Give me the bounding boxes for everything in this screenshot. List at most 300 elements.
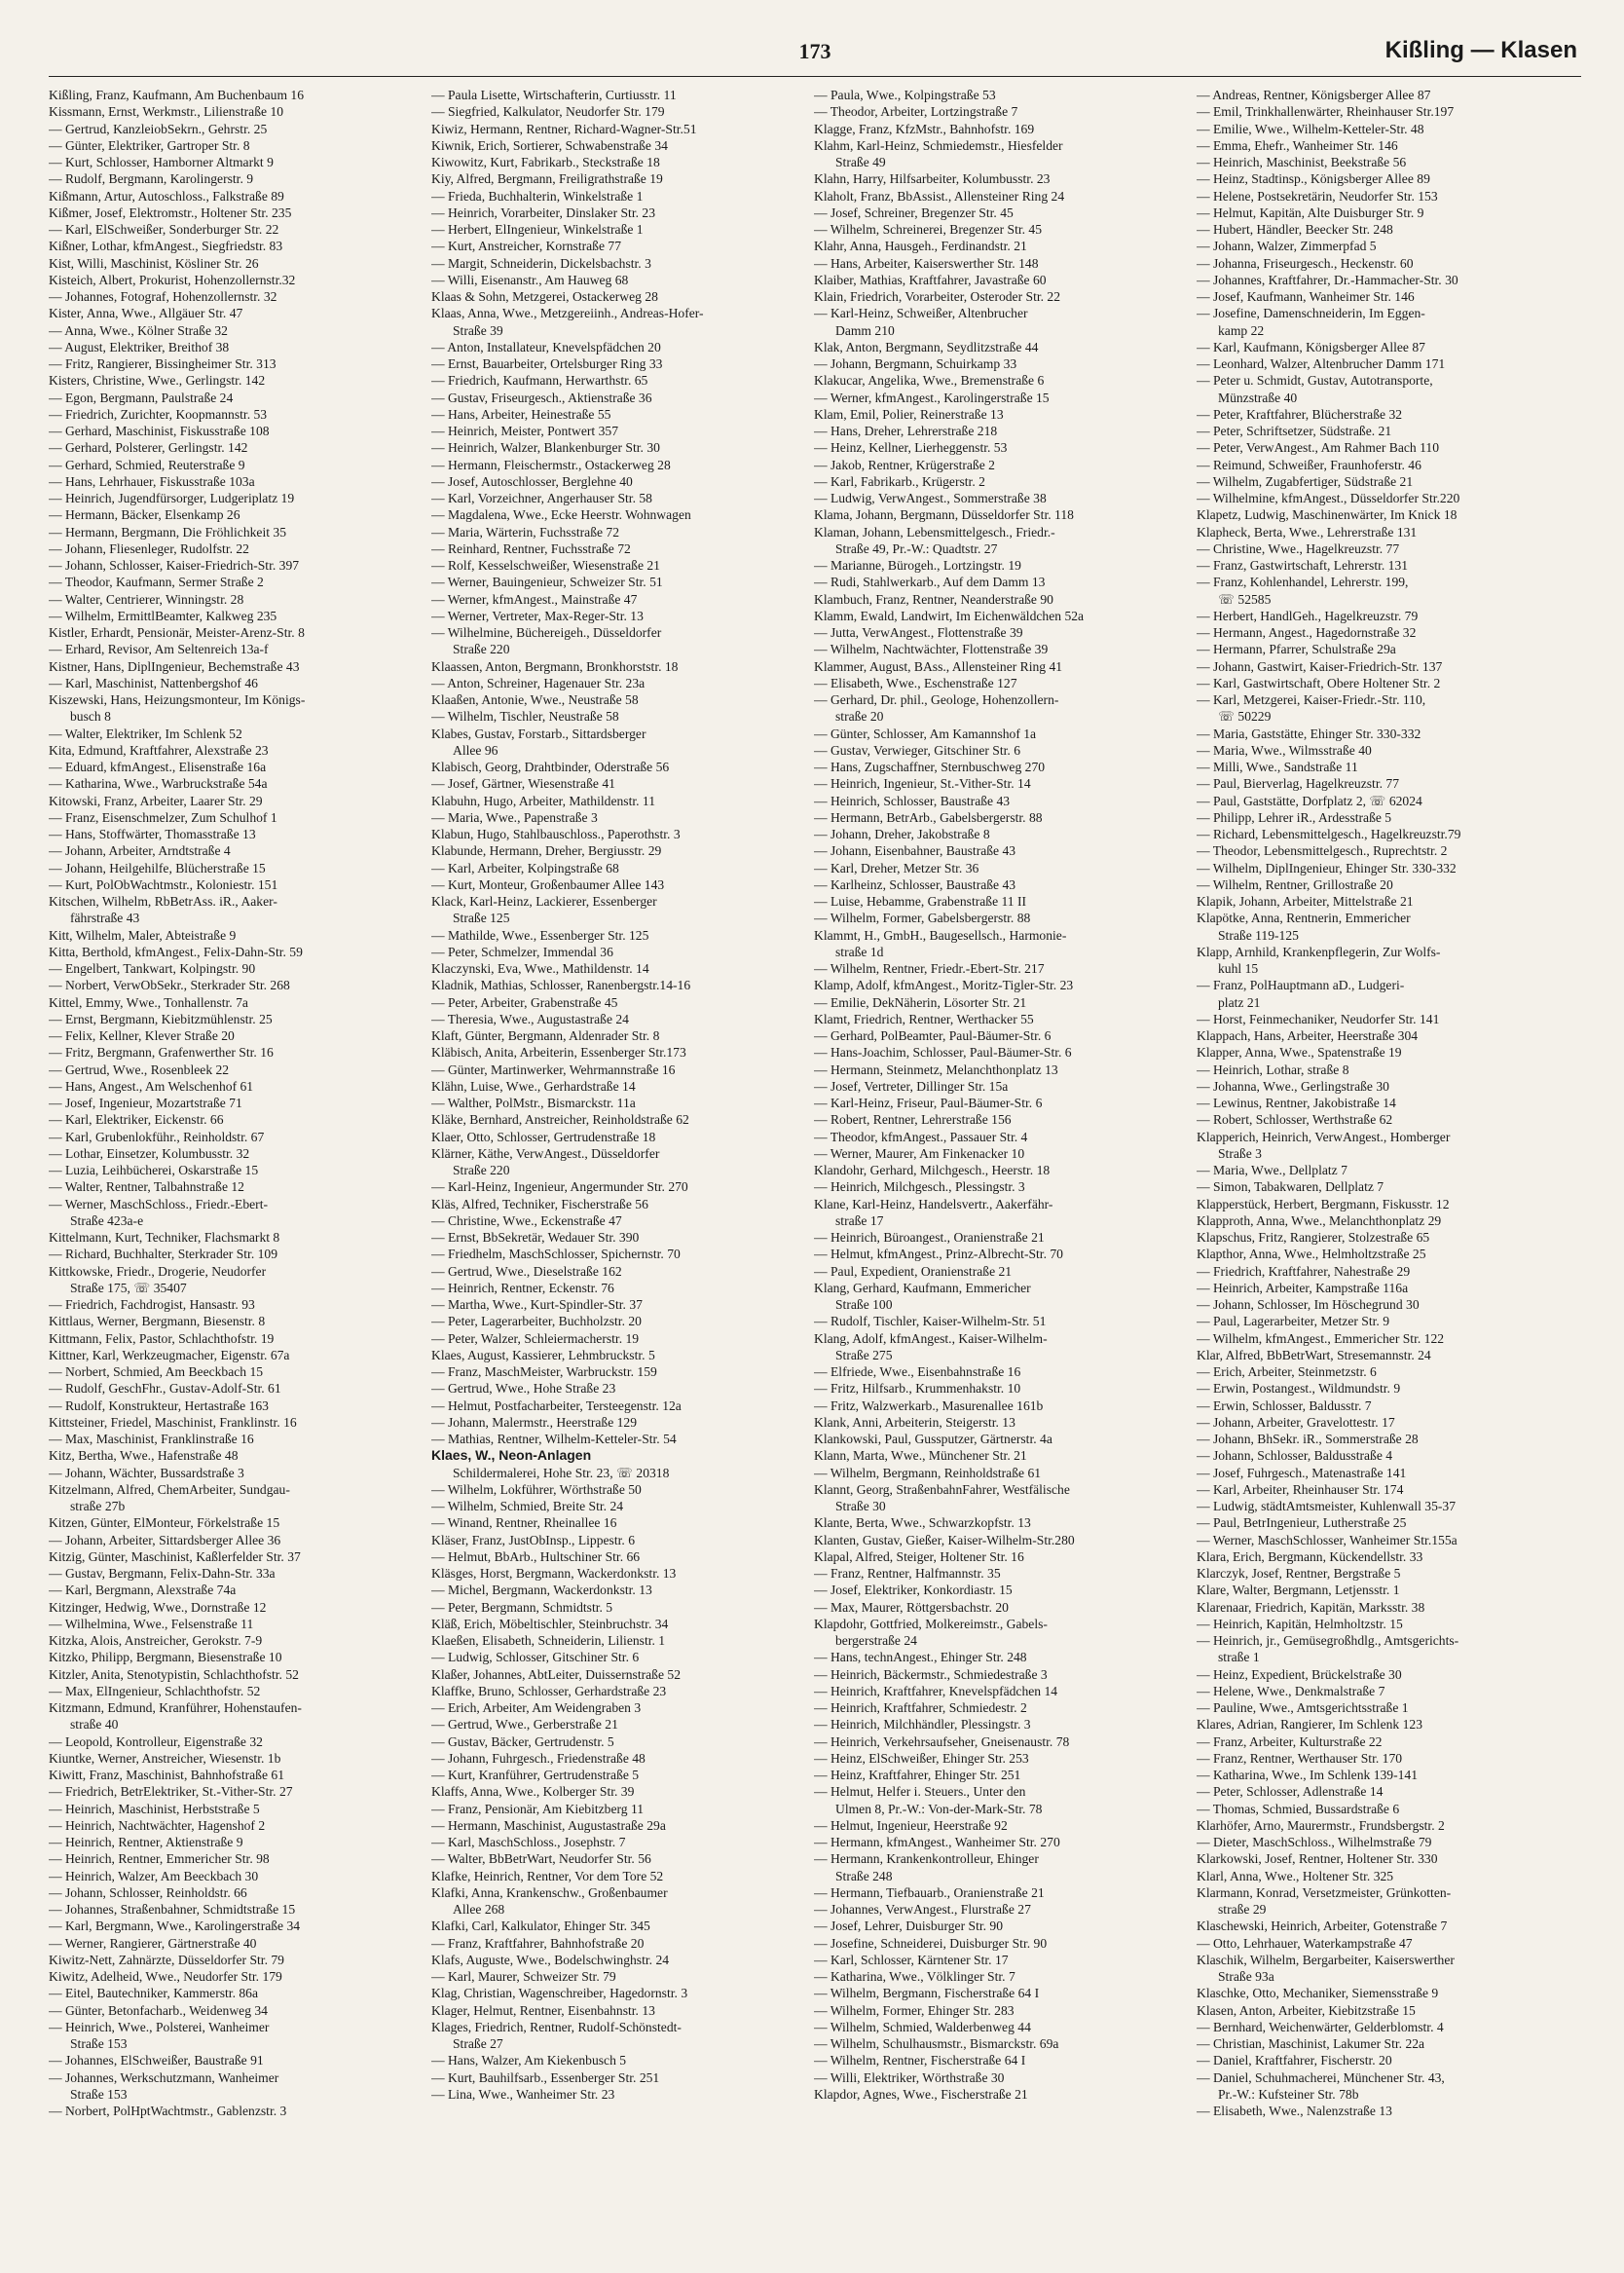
directory-entry: — Hans-Joachim, Schlosser, Paul-Bäumer-Str. 6 [814, 1045, 1072, 1061]
directory-entry: Klapal, Alfred, Steiger, Holtener Str. 16 [814, 1548, 1024, 1564]
directory-entry: — Daniel, Schuhmacherei, Münchener Str. 43, [1197, 2069, 1445, 2085]
directory-entry: Klapetz, Ludwig, Maschinenwärter, Im Knick 18 [1197, 507, 1458, 523]
directory-entry: Münzstraße 40 [1218, 390, 1298, 405]
directory-entry: Klammer, August, BAss., Allensteiner Ring 41 [814, 658, 1063, 674]
directory-entry: — Josef, Vertreter, Dillinger Str. 15a [814, 1078, 1009, 1094]
column-1 [49, 87, 431, 2119]
directory-entry: Klapproth, Anna, Wwe., Melanchthonplatz 29 [1197, 1212, 1442, 1228]
directory-entry: — Wilhelm, Tischler, Neustraße 58 [431, 709, 619, 725]
directory-entry: Klammt, H., GmbH., Baugesellsch., Harmonie- [814, 927, 1067, 943]
directory-entry: straße 1 [1218, 1650, 1260, 1665]
directory-entry: — Maria, Wwe., Dellplatz 7 [1197, 1163, 1347, 1177]
directory-entry: — Winand, Rentner, Rheinallee 16 [431, 1515, 617, 1531]
directory-entry: Klahr, Anna, Hausgeh., Ferdinandstr. 21 [814, 239, 1027, 254]
directory-entry: Kisteich, Albert, Prokurist, Hohenzollernstr.32 [49, 272, 296, 287]
directory-entry: — Josef, Fuhrgesch., Matenastraße 141 [1197, 1465, 1407, 1480]
directory-entry: — Paul, Gaststätte, Dorfplatz 2, ☏ 62024 [1197, 793, 1422, 808]
directory-entry: — Emil, Trinkhallenwärter, Rheinhauser Str.197 [1197, 104, 1455, 120]
directory-entry: — Mathilde, Wwe., Essenberger Str. 125 [431, 927, 649, 943]
directory-entry: Klages, Friedrich, Rentner, Rudolf-Schönstedt- [431, 2019, 682, 2034]
directory-entry: Klank, Anni, Arbeiterin, Steigerstr. 13 [814, 1414, 1015, 1430]
directory-entry: — Fritz, Walzwerkarb., Masurenallee 161b [814, 1397, 1044, 1413]
directory-entry: Klambuch, Franz, Rentner, Neanderstraße 90 [814, 591, 1053, 607]
directory-entry: — Walter, Rentner, Talbahnstraße 12 [49, 1179, 244, 1195]
directory-entry: Klaman, Johann, Lebensmittelgesch., Friedr.- [814, 524, 1055, 540]
directory-entry: — Karl, Kaufmann, Königsberger Allee 87 [1197, 339, 1425, 354]
directory-entry: — Karl, Gastwirtschaft, Obere Holtener Str. 2 [1197, 675, 1441, 690]
directory-entry: — Rudi, Stahlwerkarb., Auf dem Damm 13 [814, 575, 1046, 590]
directory-entry: Klaffke, Bruno, Schlosser, Gerhardstraße 23 [431, 1683, 667, 1698]
directory-entry: Klabunde, Hermann, Dreher, Bergiusstr. 29 [431, 843, 662, 859]
directory-entry: — Kurt, Monteur, Großenbaumer Allee 143 [431, 876, 665, 892]
directory-entry: — Andreas, Rentner, Königsberger Allee 87 [1197, 88, 1431, 102]
directory-entry: — Hermann, Angest., Hagedornstraße 32 [1197, 625, 1417, 640]
directory-entry: — Norbert, PolHptWachtmstr., Gablenzstr. 3 [49, 2104, 287, 2118]
directory-entry: — Max, Maurer, Röttgersbachstr. 20 [814, 1599, 1009, 1615]
directory-entry: — Walter, Elektriker, Im Schlenk 52 [49, 726, 242, 741]
directory-entry: Klane, Karl-Heinz, Handelsvertr., Aakerfähr- [814, 1196, 1053, 1211]
directory-entry: Klag, Christian, Wagenschreiber, Hagedornstr. 3 [431, 1986, 688, 2001]
directory-entry: — Peter, Schmelzer, Immendal 36 [431, 944, 613, 959]
directory-entry: Klahm, Karl-Heinz, Schmiedemstr., Hiesfelder [814, 137, 1063, 153]
directory-entry: — Hermann, Fleischermstr., Ostackerweg 28 [431, 457, 671, 472]
directory-entry: Klaes, W., Neon-Anlagen [431, 1447, 592, 1464]
directory-entry: Kiwitz-Nett, Zahnärzte, Düsseldorfer Str. 79 [49, 1952, 284, 1967]
directory-entry: — Johann, Schlosser, Im Höschegrund 30 [1197, 1297, 1420, 1312]
directory-entry: Kistner, Hans, DiplIngenieur, Bechemstraße 43 [49, 658, 300, 674]
directory-entry: ☏ 52585 [1218, 591, 1272, 607]
directory-entry: — Wilhelmine, kfmAngest., Düsseldorfer Str.220 [1197, 491, 1460, 505]
directory-entry: — Maria, Gaststätte, Ehinger Str. 330-332 [1197, 726, 1421, 741]
directory-entry: Kißner, Lothar, kfmAngest., Siegfriedstr. 83 [49, 239, 283, 254]
directory-entry: — Heinrich, Kraftfahrer, Knevelspfädchen 14 [814, 1683, 1058, 1698]
page-header [49, 33, 1581, 77]
directory-entry: — Peter, Arbeiter, Grabenstraße 45 [431, 994, 618, 1010]
directory-entry: — Hermann, Krankenkontrolleur, Ehinger [814, 1851, 1039, 1867]
directory-entry: Straße 423a-e [70, 1212, 144, 1228]
directory-entry: Klang, Gerhard, Kaufmann, Emmericher [814, 1280, 1031, 1295]
directory-entry: — Norbert, VerwObSekr., Sterkrader Str. 268 [49, 978, 290, 993]
directory-entry: — Johann, Schlosser, Baldusstraße 4 [1197, 1448, 1393, 1464]
directory-entry: Straße 125 [453, 911, 510, 926]
directory-entry: — Peter, Lagerarbeiter, Buchholzstr. 20 [431, 1314, 642, 1329]
directory-entry: Klappach, Hans, Arbeiter, Heerstraße 304 [1197, 1028, 1419, 1043]
directory-entry: Straße 39 [453, 322, 503, 338]
directory-entry: — Marianne, Bürogeh., Lortzingstr. 19 [814, 558, 1021, 573]
directory-entry: — Anton, Installateur, Knevelspfädchen 20 [431, 339, 661, 354]
directory-entry: — Emilie, DekNäherin, Lösorter Str. 21 [814, 994, 1027, 1010]
directory-entry: — Johann, Wächter, Bussardstraße 3 [49, 1465, 244, 1480]
directory-entry: — Erich, Arbeiter, Am Weidengraben 3 [431, 1700, 642, 1715]
directory-entry: — Otto, Lehrhauer, Waterkampstraße 47 [1197, 1935, 1413, 1951]
directory-entry: Klafki, Anna, Krankenschw., Großenbaumer [431, 1884, 668, 1900]
directory-entry: — Johann, Fuhrgesch., Friedenstraße 48 [431, 1750, 646, 1766]
directory-entry: — Jutta, VerwAngest., Flottenstraße 39 [814, 625, 1023, 640]
directory-entry: Klaschke, Otto, Mechaniker, Siemensstraße 9 [1197, 1986, 1439, 2001]
directory-entry: — Johann, Malermstr., Heerstraße 129 [431, 1414, 638, 1430]
directory-entry: — Karl-Heinz, Schweißer, Altenbrucher [814, 306, 1028, 321]
directory-entry: — Karl, Elektriker, Eickenstr. 66 [49, 1112, 224, 1128]
directory-entry: Klaholt, Franz, BbAssist., Allensteiner Ring 24 [814, 188, 1065, 204]
running-head: Kißling — Klasen [1384, 37, 1577, 63]
directory-entry: — Helmut, Ingenieur, Heerstraße 92 [814, 1817, 1008, 1833]
directory-entry: — Franz, PolHauptmann aD., Ludgeri- [1197, 978, 1405, 993]
directory-entry: Klang, Adolf, kfmAngest., Kaiser-Wilhelm- [814, 1330, 1048, 1346]
directory-entry: Kita, Edmund, Kraftfahrer, Alexstraße 23 [49, 742, 269, 758]
directory-entry: — Elisabeth, Wwe., Nalenzstraße 13 [1197, 2104, 1392, 2118]
directory-entry: — Ludwig, VerwAngest., Sommerstraße 38 [814, 491, 1047, 505]
directory-entry: — Hermann, Bergmann, Die Fröhlichkeit 35 [49, 524, 287, 540]
directory-entry: — Gerhard, Schmied, Reuterstraße 9 [49, 457, 245, 472]
directory-entry: — Josefine, Damenschneiderin, Im Eggen- [1197, 306, 1425, 321]
directory-entry: — Hermann, Steinmetz, Melanchthonplatz 13 [814, 1062, 1058, 1077]
directory-entry: — Heinrich, Rentner, Eckenstr. 76 [431, 1280, 614, 1295]
directory-entry: Allee 268 [453, 1902, 505, 1917]
directory-entry: — Hubert, Händler, Beecker Str. 248 [1197, 222, 1393, 237]
directory-entry: Kitz, Bertha, Wwe., Hafenstraße 48 [49, 1448, 239, 1464]
directory-entry: Straße 100 [835, 1297, 893, 1312]
directory-entry: — Wilhelm, Former, Gabelsbergerstr. 88 [814, 911, 1031, 926]
directory-entry: — Peter, VerwAngest., Am Rahmer Bach 110 [1197, 440, 1440, 456]
directory-entry: — Gerhard, Dr. phil., Geologe, Hohenzollern- [814, 692, 1059, 707]
directory-entry: Klama, Johann, Bergmann, Düsseldorfer Str. 118 [814, 507, 1074, 523]
directory-entry: — Wilhelm, Bergmann, Fischerstraße 64 I [814, 1986, 1040, 2001]
directory-entry: kuhl 15 [1218, 961, 1259, 976]
directory-entry: — Richard, Buchhalter, Sterkrader Str. 109 [49, 1247, 278, 1262]
directory-entry: — Rudolf, Tischler, Kaiser-Wilhelm-Str. 51 [814, 1314, 1047, 1329]
directory-entry: — Gertrud, Wwe., Rosenbleek 22 [49, 1062, 230, 1077]
directory-entry: Straße 30 [835, 1499, 886, 1513]
directory-entry: Klafke, Heinrich, Rentner, Vor dem Tore 52 [431, 1868, 664, 1883]
directory-entry: Klaer, Otto, Schlosser, Gertrudenstraße 18 [431, 1129, 656, 1144]
directory-entry: Kitschen, Wilhelm, RbBetrAss. iR., Aaker- [49, 894, 277, 909]
directory-entry: — Gerhard, PolBeamter, Paul-Bäumer-Str. 6 [814, 1028, 1052, 1043]
directory-entry: Kiy, Alfred, Bergmann, Freiligrathstraße 19 [431, 171, 663, 187]
directory-entry: Klar, Alfred, BbBetrWart, Stresemannstr. 24 [1197, 1347, 1431, 1362]
directory-entry: — Hans, Arbeiter, Heinestraße 55 [431, 406, 611, 422]
directory-entry: — Josef, Ingenieur, Mozartstraße 71 [49, 1096, 242, 1110]
directory-entry: — Gustav, Verwieger, Gitschiner Str. 6 [814, 742, 1021, 758]
directory-entry: Kittmann, Felix, Pastor, Schlachthofstr. 19 [49, 1330, 275, 1346]
directory-entry: Kläs, Alfred, Techniker, Fischerstraße 56 [431, 1196, 648, 1211]
directory-entry: Klares, Adrian, Rangierer, Im Schlenk 123 [1197, 1717, 1422, 1733]
directory-entry: — Friedhelm, MaschSchlosser, Spichernstr. 70 [431, 1247, 681, 1262]
directory-entry: — Peter, Kraftfahrer, Blücherstraße 32 [1197, 406, 1403, 422]
directory-entry: — Walter, Centrierer, Winningstr. 28 [49, 591, 244, 607]
directory-entry: Straße 153 [70, 2036, 128, 2051]
directory-entry: — Franz, Gastwirtschaft, Lehrerstr. 131 [1197, 558, 1409, 573]
directory-entry: Straße 248 [835, 1868, 893, 1883]
directory-entry: — Heinrich, Rentner, Emmericher Str. 98 [49, 1851, 270, 1867]
directory-entry: Kist, Willi, Maschinist, Kösliner Str. 26 [49, 255, 259, 271]
directory-entry: — Richard, Lebensmittelgesch., Hagelkreuzstr.79 [1197, 827, 1461, 841]
directory-entry: — Christine, Wwe., Hagelkreuzstr. 77 [1197, 540, 1400, 556]
directory-entry: — Hermann, Bäcker, Elsenkamp 26 [49, 507, 240, 523]
directory-entry: — Heinrich, Verkehrsaufseher, Gneisenaustr. 78 [814, 1733, 1070, 1749]
directory-entry: — Heinrich, Kraftfahrer, Schmiedestr. 2 [814, 1700, 1027, 1715]
directory-entry: — Robert, Schlosser, Werthstraße 62 [1197, 1112, 1393, 1128]
directory-entry: Straße 119-125 [1218, 927, 1299, 943]
directory-columns [49, 87, 1581, 2119]
directory-entry: — Wilhelm, Rentner, Friedr.-Ebert-Str. 217 [814, 961, 1045, 976]
directory-entry: Klapperich, Heinrich, VerwAngest., Homberger [1197, 1129, 1451, 1144]
directory-entry: — Robert, Rentner, Lehrerstraße 156 [814, 1112, 1012, 1128]
page-number: 173 [798, 39, 831, 63]
directory-entry: Klaiber, Mathias, Kraftfahrer, Javastraße 60 [814, 272, 1047, 287]
directory-entry: — Josef, Schreiner, Bregenzer Str. 45 [814, 205, 1014, 220]
directory-entry: Klak, Anton, Bergmann, Seydlitzstraße 44 [814, 339, 1039, 354]
directory-entry: Klam, Emil, Polier, Reinerstraße 13 [814, 406, 1004, 422]
directory-entry: — Luise, Hebamme, Grabenstraße 11 II [814, 894, 1027, 909]
directory-entry: — Wilhelm, Schreinerei, Bregenzer Str. 45 [814, 222, 1043, 237]
directory-entry: Straße 175, ☏ 35407 [70, 1280, 187, 1295]
directory-entry: Kittelmann, Kurt, Techniker, Flachsmarkt 8 [49, 1230, 280, 1245]
directory-entry: Kister, Anna, Wwe., Allgäuer Str. 47 [49, 306, 243, 321]
directory-entry: Straße 153 [70, 2086, 128, 2102]
directory-entry: — Werner, Vertreter, Max-Reger-Str. 13 [431, 608, 644, 623]
directory-entry: — Heinz, Expedient, Brückelstraße 30 [1197, 1666, 1402, 1682]
directory-entry: — Josef, Gärtner, Wiesenstraße 41 [431, 776, 615, 792]
directory-entry: — Paula, Wwe., Kolpingstraße 53 [814, 88, 996, 102]
directory-entry: straße 1d [835, 944, 884, 959]
directory-entry: — Josef, Kaufmann, Wanheimer Str. 146 [1197, 289, 1415, 304]
directory-entry: — Reimund, Schweißer, Fraunhoferstr. 46 [1197, 457, 1421, 472]
directory-entry: Kißmann, Artur, Autoschloss., Falkstraße 89 [49, 188, 284, 204]
directory-entry: — Heinrich, jr., Gemüsegroßhdlg., Amtsgerichts- [1197, 1633, 1459, 1648]
directory-entry: — Theresia, Wwe., Augustastraße 24 [431, 1011, 629, 1026]
directory-entry: — Heinrich, Lothar, straße 8 [1197, 1062, 1349, 1077]
directory-entry: Kiwitz, Adelheid, Wwe., Neudorfer Str. 179 [49, 1969, 282, 1984]
directory-entry: — Paul, Lagerarbeiter, Metzer Str. 9 [1197, 1314, 1390, 1329]
directory-entry: Klähn, Luise, Wwe., Gerhardstraße 14 [431, 1078, 636, 1094]
directory-entry: — Helmut, BbArb., Hultschiner Str. 66 [431, 1548, 641, 1564]
directory-entry: — Margit, Schneiderin, Dickelsbachstr. 3 [431, 255, 651, 271]
directory-entry: — Kurt, Bauhilfsarb., Essenberger Str. 251 [431, 2069, 660, 2085]
directory-entry: — Maria, Wwe., Papenstraße 3 [431, 809, 598, 825]
directory-entry: Klaschik, Wilhelm, Bergarbeiter, Kaiserswerther [1197, 1952, 1455, 1967]
directory-entry: — Heinrich, Nachtwächter, Hagenshof 2 [49, 1817, 266, 1833]
directory-entry: — Johann, Schlosser, Reinholdstr. 66 [49, 1884, 247, 1900]
directory-entry: — Gustav, Bergmann, Felix-Dahn-Str. 33a [49, 1566, 276, 1581]
directory-entry: — Franz, Eisenschmelzer, Zum Schulhof 1 [49, 809, 277, 825]
directory-entry: Klapthor, Anna, Wwe., Helmholtzstraße 25 [1197, 1247, 1426, 1262]
directory-entry: Kläsges, Horst, Bergmann, Wackerdonkstr. 13 [431, 1566, 677, 1581]
directory-entry: — Max, ElIngenieur, Schlachthofstr. 52 [49, 1683, 261, 1698]
column-3 [814, 87, 1197, 2119]
directory-entry: — Helene, Postsekretärin, Neudorfer Str. 153 [1197, 188, 1438, 204]
directory-entry: — Leopold, Kontrolleur, Eigenstraße 32 [49, 1733, 263, 1749]
directory-entry: — Josefine, Schneiderei, Duisburger Str. 90 [814, 1935, 1048, 1951]
directory-entry: — Eduard, kfmAngest., Elisenstraße 16a [49, 760, 267, 774]
directory-entry: Kiwitt, Franz, Maschinist, Bahnhofstraße 61 [49, 1768, 285, 1782]
directory-entry: — Max, Maschinist, Franklinstraße 16 [49, 1432, 254, 1446]
directory-entry: — Martha, Wwe., Kurt-Spindler-Str. 37 [431, 1297, 643, 1312]
directory-entry: — Peter u. Schmidt, Gustav, Autotransporte, [1197, 373, 1433, 389]
directory-entry: — Erich, Arbeiter, Steinmetzstr. 6 [1197, 1364, 1377, 1379]
directory-entry: — Johanna, Wwe., Gerlingstraße 30 [1197, 1078, 1389, 1094]
directory-entry: — Werner, MaschSchlosser, Wanheimer Str.155a [1197, 1532, 1458, 1547]
directory-entry: — Simon, Tabakwaren, Dellplatz 7 [1197, 1179, 1384, 1195]
directory-entry: Kittner, Karl, Werkzeugmacher, Eigenstr. 67a [49, 1347, 290, 1362]
directory-entry: Klapperstück, Herbert, Bergmann, Fiskusstr. 12 [1197, 1196, 1450, 1211]
directory-entry: — Hermann, BetrArb., Gabelsbergerstr. 88 [814, 809, 1043, 825]
directory-entry: — Theodor, Arbeiter, Lortzingstraße 7 [814, 104, 1018, 120]
directory-entry: — Josef, Lehrer, Duisburger Str. 90 [814, 1919, 1004, 1934]
directory-entry: Klärner, Käthe, VerwAngest., Düsseldorfer [431, 1145, 660, 1161]
directory-entry: — Johanna, Friseurgesch., Heckenstr. 60 [1197, 255, 1414, 271]
directory-entry: Klamt, Friedrich, Rentner, Werthacker 55 [814, 1011, 1034, 1026]
directory-entry: straße 20 [835, 709, 884, 725]
directory-entry: — Peter, Walzer, Schleiermacherstr. 19 [431, 1330, 640, 1346]
directory-entry: Klaft, Günter, Bergmann, Aldenrader Str. 8 [431, 1028, 660, 1043]
directory-entry: Straße 49 [835, 155, 886, 169]
column-4 [1197, 87, 1579, 2119]
directory-entry: — Ernst, BbSekretär, Wedauer Str. 390 [431, 1230, 640, 1245]
directory-entry: — Werner, kfmAngest., Mainstraße 47 [431, 591, 638, 607]
directory-entry: — Kurt, Anstreicher, Kornstraße 77 [431, 239, 622, 254]
directory-entry: — Johann, Gastwirt, Kaiser-Friedrich-Str. 137 [1197, 658, 1443, 674]
directory-entry: — Heinrich, Milchhändler, Plessingstr. 3 [814, 1717, 1031, 1733]
directory-entry: — Eitel, Bautechniker, Kammerstr. 86a [49, 1986, 259, 2001]
directory-entry: — Johannes, Kraftfahrer, Dr.-Hammacher-Str. 30 [1197, 272, 1458, 287]
directory-entry: — Heinrich, Büroangest., Oranienstraße 21 [814, 1230, 1045, 1245]
directory-entry: — Wilhelm, kfmAngest., Emmericher Str. 122 [1197, 1330, 1445, 1346]
directory-entry: Klarczyk, Josef, Rentner, Bergstraße 5 [1197, 1566, 1401, 1581]
directory-entry: Kisters, Christine, Wwe., Gerlingstr. 142 [49, 373, 266, 389]
directory-entry: — Erhard, Revisor, Am Seltenreich 13a-f [49, 642, 269, 657]
directory-entry: — Herbert, ElIngenieur, Winkelstraße 1 [431, 222, 644, 237]
directory-entry: Klara, Erich, Bergmann, Kückendellstr. 33 [1197, 1548, 1423, 1564]
directory-entry: — Karl, MaschSchloss., Josephstr. 7 [431, 1835, 626, 1849]
directory-entry: — Walter, BbBetrWart, Neudorfer Str. 56 [431, 1851, 651, 1867]
directory-entry: — Friedrich, Zurichter, Koopmannstr. 53 [49, 406, 268, 422]
directory-entry: — Josef, Autoschlosser, Berglehne 40 [431, 473, 633, 489]
directory-entry: — Philipp, Lehrer iR., Ardesstraße 5 [1197, 809, 1392, 825]
directory-entry: kamp 22 [1218, 322, 1265, 338]
directory-entry: — Gerhard, Maschinist, Fiskusstraße 108 [49, 424, 270, 438]
directory-entry: — Günter, Betonfacharb., Weidenweg 34 [49, 2002, 268, 2018]
directory-entry: — Milli, Wwe., Sandstraße 11 [1197, 760, 1358, 774]
directory-entry: Straße 275 [835, 1347, 893, 1362]
directory-entry: — Wilhelm, Schmied, Breite Str. 24 [431, 1499, 624, 1513]
directory-entry: Kitzka, Alois, Anstreicher, Gerokstr. 7-9 [49, 1633, 263, 1648]
directory-entry: Kitta, Berthold, kfmAngest., Felix-Dahn-Str. 59 [49, 944, 303, 959]
directory-entry: — Emma, Ehefr., Wanheimer Str. 146 [1197, 137, 1398, 153]
directory-entry: — Elfriede, Wwe., Eisenbahnstraße 16 [814, 1364, 1021, 1379]
directory-entry: Klaschewski, Heinrich, Arbeiter, Gotenstraße 7 [1197, 1919, 1448, 1934]
directory-entry: — Gustav, Friseurgesch., Aktienstraße 36 [431, 390, 652, 405]
directory-entry: — Johann, Bergmann, Schuirkamp 33 [814, 356, 1017, 371]
directory-entry: — Johann, Dreher, Jakobstraße 8 [814, 827, 990, 841]
directory-entry: straße 40 [70, 1717, 119, 1733]
directory-entry: Klarenaar, Friedrich, Kapitän, Marksstr. 38 [1197, 1599, 1425, 1615]
directory-entry: — Wilhelm, Schulhausmstr., Bismarckstr. 69a [814, 2036, 1059, 2051]
directory-entry: — Franz, Kohlenhandel, Lehrerstr. 199, [1197, 575, 1409, 590]
directory-entry: — Heinrich, Maschinist, Beekstraße 56 [1197, 155, 1407, 169]
directory-entry: Allee 96 [453, 742, 498, 758]
directory-entry: — Heinz, Kellner, Lierheggenstr. 53 [814, 440, 1008, 456]
directory-entry: — Wilhelm, Lokführer, Wörthstraße 50 [431, 1481, 642, 1497]
directory-entry: — Theodor, kfmAngest., Passauer Str. 4 [814, 1129, 1028, 1144]
directory-entry: Kitzelmann, Alfred, ChemArbeiter, Sundgau- [49, 1481, 290, 1497]
directory-entry: — Kurt, Kranführer, Gertrudenstraße 5 [431, 1768, 640, 1782]
directory-entry: — Werner, Maurer, Am Finkenacker 10 [814, 1145, 1025, 1161]
directory-entry: Klaczynski, Eva, Wwe., Mathildenstr. 14 [431, 961, 649, 976]
directory-entry: Klagge, Franz, KfzMstr., Bahnhofstr. 169 [814, 121, 1035, 136]
directory-entry: — Magdalena, Wwe., Ecke Heerstr. Wohnwagen [431, 507, 691, 523]
directory-entry: — Helmut, Postfacharbeiter, Tersteegenstr. 12a [431, 1397, 682, 1413]
directory-entry: — Herbert, HandlGeh., Hagelkreuzstr. 79 [1197, 608, 1419, 623]
directory-entry: — Egon, Bergmann, Paulstraße 24 [49, 390, 234, 405]
directory-entry: — Karl, Fabrikarb., Krügerstr. 2 [814, 473, 985, 489]
directory-entry: Klaffs, Anna, Wwe., Kolberger Str. 39 [431, 1784, 635, 1800]
directory-entry: — Ernst, Bauarbeiter, Ortelsburger Ring 33 [431, 356, 663, 371]
directory-entry: Klapdor, Agnes, Wwe., Fischerstraße 21 [814, 2086, 1028, 2102]
directory-entry: Kißling, Franz, Kaufmann, Am Buchenbaum 16 [49, 88, 305, 102]
directory-entry: — Emilie, Wwe., Wilhelm-Ketteler-Str. 48 [1197, 121, 1424, 136]
directory-entry: — Karl, Schlosser, Kärntener Str. 17 [814, 1952, 1009, 1967]
directory-entry: — Hans, Lehrhauer, Fiskusstraße 103a [49, 473, 255, 489]
directory-entry: — Günter, Martinwerker, Wehrmannstraße 16 [431, 1062, 676, 1077]
directory-entry: — Wilhelm, Schmied, Walderbenweg 44 [814, 2019, 1031, 2034]
directory-entry: Klapdohr, Gottfried, Molkereimstr., Gabels- [814, 1616, 1048, 1631]
directory-entry: — Karl, ElSchweißer, Sonderburger Str. 22 [49, 222, 279, 237]
directory-entry: — Johann, Eisenbahner, Baustraße 43 [814, 843, 1016, 859]
directory-entry: Kitzko, Philipp, Bergmann, Biesenstraße 10 [49, 1650, 282, 1665]
directory-entry: — Karl, Arbeiter, Kolpingstraße 68 [431, 860, 619, 876]
directory-entry: Kistler, Erhardt, Pensionär, Meister-Arenz-Str. 8 [49, 625, 305, 640]
directory-entry: straße 29 [1218, 1902, 1267, 1917]
directory-entry: — Johann, Arbeiter, Arndtstraße 4 [49, 843, 231, 859]
directory-entry: — Heinrich, Walzer, Am Beeckbach 30 [49, 1868, 259, 1883]
directory-entry: — Gerhard, Polsterer, Gerlingstr. 142 [49, 440, 248, 456]
directory-entry: Klapp, Arnhild, Krankenpflegerin, Zur Wolfs- [1197, 944, 1441, 959]
directory-entry: — Werner, Bauingenieur, Schweizer Str. 51 [431, 575, 663, 590]
directory-entry: — Karl, Metzgerei, Kaiser-Friedr.-Str. 110, [1197, 692, 1426, 707]
directory-entry: — Fritz, Bergmann, Grafenwerther Str. 16 [49, 1045, 274, 1061]
directory-entry: — Johann, Arbeiter, Gravelottestr. 17 [1197, 1414, 1395, 1430]
directory-entry: — Gertrud, Wwe., Hohe Straße 23 [431, 1381, 616, 1397]
directory-entry: — Johann, Schlosser, Kaiser-Friedrich-Str. 397 [49, 558, 300, 573]
directory-entry: Straße 220 [453, 642, 510, 657]
directory-entry: Kitzig, Günter, Maschinist, Kaßlerfelder Str. 37 [49, 1548, 301, 1564]
directory-entry: Klaas, Anna, Wwe., Metzgereiinh., Andreas-Hofer- [431, 306, 704, 321]
directory-entry: Klapschus, Fritz, Rangierer, Stolzestraße 65 [1197, 1230, 1430, 1245]
directory-entry: Klaßer, Johannes, AbtLeiter, Duissernstraße 52 [431, 1666, 681, 1682]
directory-entry: Kitzler, Anita, Stenotypistin, Schlachthofstr. 52 [49, 1666, 299, 1682]
directory-entry: — Rudolf, GeschFhr., Gustav-Adolf-Str. 61 [49, 1381, 281, 1397]
directory-entry: Klannt, Georg, StraßenbahnFahrer, Westfälische [814, 1481, 1070, 1497]
directory-entry: — Pauline, Wwe., Amtsgerichtsstraße 1 [1197, 1700, 1409, 1715]
directory-entry: Klanten, Gustav, Gießer, Kaiser-Wilhelm-Str.280 [814, 1532, 1075, 1547]
directory-entry: — Dieter, MaschSchloss., Wilhelmstraße 79 [1197, 1835, 1432, 1849]
directory-entry: — Christine, Wwe., Eckenstraße 47 [431, 1212, 622, 1228]
directory-entry: — Heinz, Stadtinsp., Königsberger Allee 89 [1197, 171, 1430, 187]
directory-entry: — Günter, Elektriker, Gartroper Str. 8 [49, 137, 250, 153]
directory-entry: Kläbisch, Anita, Arbeiterin, Essenberger Str.173 [431, 1045, 686, 1061]
directory-entry: Kiszewski, Hans, Heizungsmonteur, Im Königs- [49, 692, 306, 707]
directory-entry: — Heinrich, Maschinist, Herbststraße 5 [49, 1801, 260, 1816]
directory-entry: — Elisabeth, Wwe., Eschenstraße 127 [814, 675, 1017, 690]
directory-entry: straße 17 [835, 1212, 884, 1228]
directory-entry: — Siegfried, Kalkulator, Neudorfer Str. 179 [431, 104, 665, 120]
directory-entry: — Helmut, Helfer i. Steuers., Unter den [814, 1784, 1026, 1800]
directory-entry: — Heinrich, Bäckermstr., Schmiedestraße 3 [814, 1666, 1048, 1682]
directory-entry: — Rudolf, Bergmann, Karolingerstr. 9 [49, 171, 254, 187]
directory-entry: Klafs, Auguste, Wwe., Bodelschwinghstr. 24 [431, 1952, 670, 1967]
directory-entry: — Heinrich, Rentner, Aktienstraße 9 [49, 1835, 243, 1849]
directory-entry: Ulmen 8, Pr.-W.: Von-der-Mark-Str. 78 [835, 1801, 1043, 1816]
